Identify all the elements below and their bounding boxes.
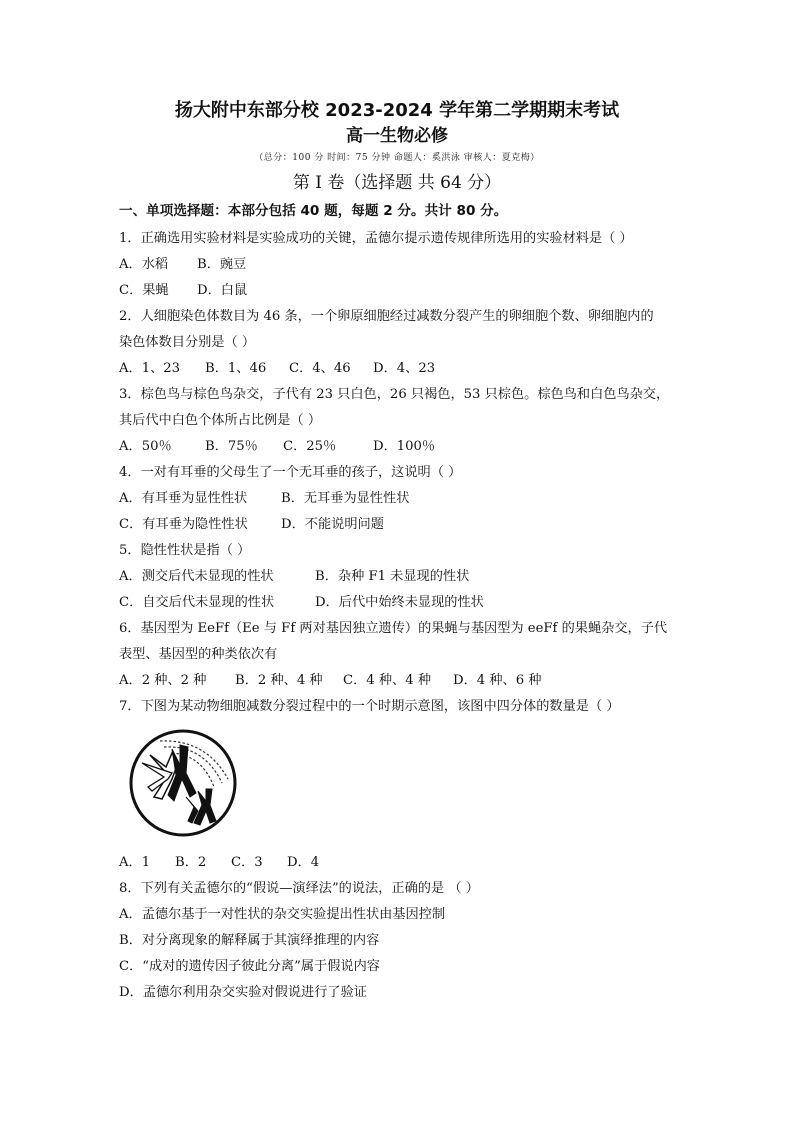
question-2-option-c[interactable]: C．4、46	[289, 361, 351, 376]
question-3-stem-line-2: 其后代中白色个体所占比例是（ ）	[119, 413, 322, 428]
question-5-option-a[interactable]: A．测交后代未显现的性状	[119, 569, 274, 584]
question-4-option-a[interactable]: A．有耳垂为显性性状	[119, 491, 248, 506]
question-8-stem: 8．下列有关孟德尔的“假说—演绎法”的说法，正确的是 （ ）	[119, 881, 479, 896]
question-6-option-a[interactable]: A．2 种、2 种	[119, 673, 207, 688]
question-1-option-b[interactable]: B．豌豆	[197, 257, 247, 272]
part-heading: 一、单项选择题：本部分包括 40 题，每题 2 分。共计 80 分。	[119, 203, 508, 219]
question-2-stem-line-2: 染色体数目分别是（ ）	[119, 335, 256, 350]
meiosis-cell-diagram	[128, 727, 238, 839]
question-4-option-b[interactable]: B．无耳垂为显性性状	[281, 491, 410, 506]
question-2-stem-line-1: 2．人细胞染色体数目为 46 条，一个卵原细胞经过减数分裂产生的卵细胞个数、卵细胞内的	[119, 309, 654, 324]
question-7-stem: 7．下图为某动物细胞减数分裂过程中的一个时期示意图，该图中四分体的数量是（ ）	[119, 699, 620, 714]
question-1-stem: 1．正确选用实验材料是实验成功的关键，孟德尔提示遗传规律所选用的实验材料是（ ）	[119, 231, 633, 246]
question-5-stem: 5．隐性性状是指（ ）	[119, 543, 251, 558]
question-5-options-row-2	[119, 594, 484, 612]
question-1-option-c[interactable]: C．果蝇	[119, 283, 169, 298]
question-8-option-b[interactable]: B．对分离现象的解释属于其演绎推理的内容	[119, 933, 380, 948]
question-4-stem: 4．一对有耳垂的父母生了一个无耳垂的孩子，这说明（ ）	[119, 465, 462, 480]
question-7-option-c[interactable]: C．3	[231, 855, 263, 870]
question-7-options	[119, 854, 319, 872]
question-3-option-b[interactable]: B．75％	[205, 439, 258, 454]
exam-meta: （总分：100 分 时间：75 分钟 命题人：奚洪泳 审核人：夏克梅）	[254, 153, 540, 163]
question-7-option-b[interactable]: B．2	[175, 855, 207, 870]
question-2-option-b[interactable]: B．1、46	[205, 361, 267, 376]
exam-subtitle: 高一生物必修	[346, 126, 448, 146]
question-3-options	[119, 438, 435, 456]
question-4-option-c[interactable]: C．有耳垂为隐性性状	[119, 517, 248, 532]
section-title: 第 I 卷（选择题 共 64 分）	[292, 173, 502, 193]
exam-title: 扬大附中东部分校 2023-2024 学年第二学期期末考试	[174, 100, 620, 121]
question-5-option-b[interactable]: B．杂种 F1 未显现的性状	[315, 569, 470, 584]
chromosome-pair-large	[142, 745, 196, 801]
question-3-option-c[interactable]: C．25％	[283, 439, 337, 454]
question-5-options-row-1	[119, 568, 469, 586]
question-4-option-d[interactable]: D．不能说明问题	[281, 517, 384, 532]
question-3-option-a[interactable]: A．50％	[119, 439, 172, 454]
question-5-option-c[interactable]: C．自交后代未显现的性状	[119, 595, 275, 610]
question-1-options-row-1	[119, 256, 246, 274]
question-3-option-d[interactable]: D．100％	[373, 439, 436, 454]
question-7-option-d[interactable]: D．4	[287, 855, 320, 870]
question-4-options-row-1	[119, 490, 409, 508]
question-1-options-row-2	[119, 282, 247, 300]
question-1-option-d[interactable]: D．白鼠	[197, 283, 248, 298]
question-1-option-a[interactable]: A．水稻	[119, 257, 169, 272]
question-4-options-row-2	[119, 516, 384, 534]
question-6-stem-line-1: 6．基因型为 EeFf（Ee 与 Ff 两对基因独立遗传）的果蝇与基因型为 eeFf 的果蝇杂交，子代	[119, 621, 668, 636]
question-5-option-d[interactable]: D．后代中始终未显现的性状	[315, 595, 484, 610]
question-2-option-d[interactable]: D．4、23	[373, 361, 436, 376]
question-3-stem-line-1: 3．棕色鸟与棕色鸟杂交，子代有 23 只白色，26 只褐色，53 只棕色。棕色鸟和白色鸟杂交，	[119, 387, 670, 402]
question-6-options	[119, 672, 542, 690]
question-8-option-a[interactable]: A．孟德尔基于一对性状的杂交实验提出性状由基因控制	[119, 907, 446, 922]
question-6-option-d[interactable]: D．4 种、6 种	[453, 673, 542, 688]
question-7-option-a[interactable]: A．1	[119, 855, 151, 870]
question-6-option-c[interactable]: C．4 种、4 种	[343, 673, 432, 688]
question-2-option-a[interactable]: A．1、23	[119, 361, 181, 376]
question-8-option-c[interactable]: C．“成对的遗传因子彼此分离”属于假说内容	[119, 959, 380, 974]
question-8-option-d[interactable]: D．孟德尔利用杂交实验对假说进行了验证	[119, 985, 367, 1000]
question-2-options	[119, 360, 435, 378]
question-6-option-b[interactable]: B．2 种、4 种	[235, 673, 323, 688]
question-6-stem-line-2: 表型、基因型的种类依次有	[119, 647, 278, 662]
